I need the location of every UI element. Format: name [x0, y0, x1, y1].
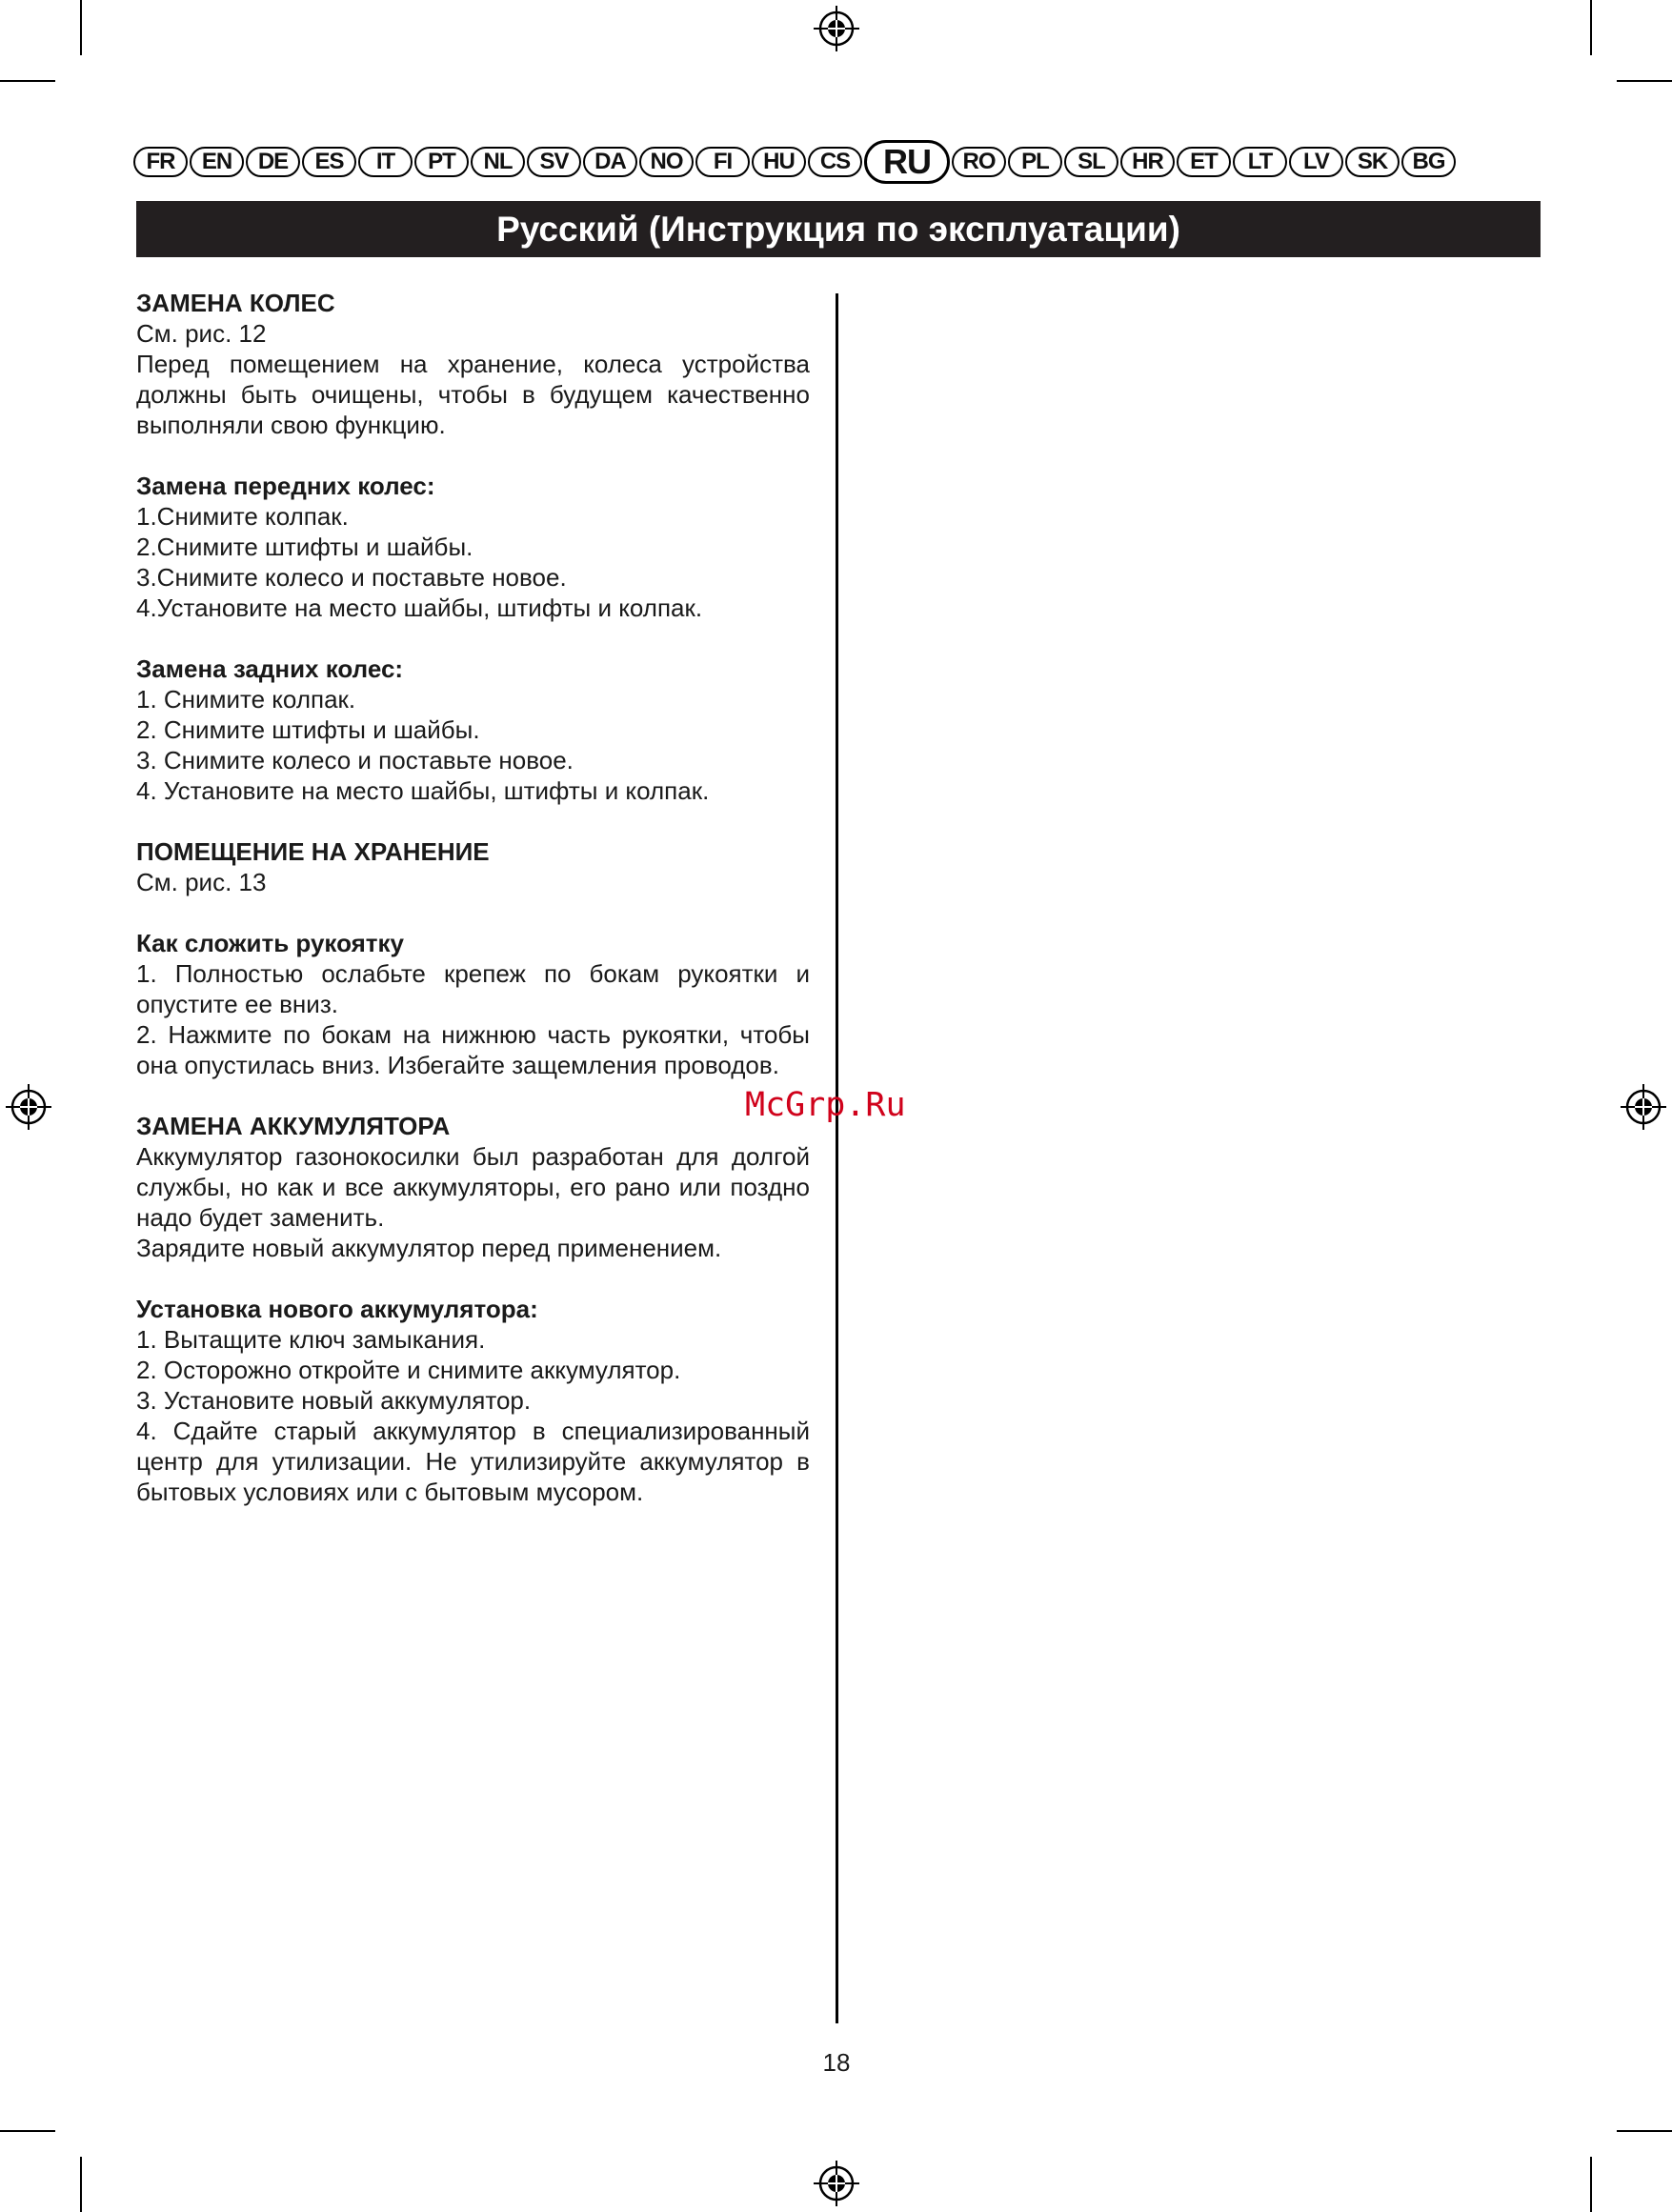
crop-mark	[1590, 2157, 1592, 2212]
lang-tab-sl[interactable]: SL	[1064, 147, 1118, 177]
lang-tab-lt[interactable]: LT	[1233, 147, 1287, 177]
lang-tab-ru-active[interactable]: RU	[864, 140, 950, 184]
registration-mark-icon	[813, 5, 860, 52]
left-column-text	[136, 288, 810, 1507]
heading-battery-replacement: ЗАМЕНА АККУМУЛЯТОРА	[136, 1112, 451, 1140]
language-selector	[133, 140, 1543, 184]
lang-tab-pt[interactable]: PT	[414, 147, 469, 177]
heading-rear-wheels: Замена задних колес:	[136, 654, 404, 683]
figure-reference: См. рис. 12	[136, 319, 267, 348]
lang-tab-it[interactable]: IT	[358, 147, 413, 177]
step-item: 4.Установите на место шайбы, штифты и колпак.	[136, 593, 703, 622]
heading-storage: ПОМЕЩЕНИЕ НА ХРАНЕНИЕ	[136, 837, 490, 866]
crop-mark	[1617, 80, 1672, 82]
lang-tab-es[interactable]: ES	[302, 147, 356, 177]
lang-tab-pl[interactable]: PL	[1008, 147, 1062, 177]
lang-tab-en[interactable]: EN	[190, 147, 244, 177]
step-item: 2. Нажмите по бокам на нижнюю часть рукоятки, чтобы она опустилась вниз. Избегайте защемления проводов.	[136, 1020, 810, 1079]
crop-mark	[1590, 0, 1592, 55]
lang-tab-no[interactable]: NO	[639, 147, 694, 177]
lang-tab-fi[interactable]: FI	[695, 147, 750, 177]
lang-tab-ro[interactable]: RO	[952, 147, 1006, 177]
heading-fold-handle: Как сложить рукоятку	[136, 929, 404, 957]
watermark: McGrp.Ru	[745, 1086, 906, 1124]
step-item: 3. Снимите колесо и поставьте новое.	[136, 746, 574, 774]
lang-tab-nl[interactable]: NL	[471, 147, 525, 177]
lang-tab-hr[interactable]: HR	[1120, 147, 1175, 177]
step-item: 1. Снимите колпак.	[136, 685, 356, 714]
page-number: 18	[822, 2048, 851, 2077]
crop-mark	[80, 0, 82, 55]
step-item: 1.Снимите колпак.	[136, 502, 349, 531]
step-item: 4. Установите на место шайбы, штифты и колпак.	[136, 776, 710, 805]
lang-tab-bg[interactable]: BG	[1401, 147, 1456, 177]
step-item: 3.Снимите колесо и поставьте новое.	[136, 563, 567, 592]
registration-mark-icon	[1620, 1083, 1667, 1131]
crop-mark	[0, 2130, 55, 2132]
step-item: 1. Полностью ослабьте крепеж по бокам рукоятки и опустите ее вниз.	[136, 959, 810, 1018]
column-divider	[836, 293, 838, 2023]
step-item: 3. Установите новый аккумулятор.	[136, 1386, 532, 1415]
crop-mark	[0, 80, 55, 82]
lang-tab-cs[interactable]: CS	[808, 147, 862, 177]
step-item: 2. Осторожно откройте и снимите аккумулятор.	[136, 1356, 681, 1384]
lang-tab-de[interactable]: DE	[246, 147, 300, 177]
paragraph: Аккумулятор газонокосилки был разработан для долгой службы, но как и все аккумуляторы, его рано или поздно надо будет заменить.	[136, 1142, 810, 1232]
lang-tab-da[interactable]: DA	[583, 147, 637, 177]
heading-front-wheels: Замена передних колес:	[136, 472, 435, 500]
paragraph: Перед помещением на хранение, колеса устройства должны быть очищены, чтобы в будущем качественно выполняли свою функцию.	[136, 350, 810, 439]
lang-tab-sv[interactable]: SV	[527, 147, 581, 177]
figure-reference: См. рис. 13	[136, 868, 267, 896]
step-item: 2.Снимите штифты и шайбы.	[136, 533, 473, 561]
step-item: 2. Снимите штифты и шайбы.	[136, 715, 480, 744]
lang-tab-sk[interactable]: SK	[1345, 147, 1400, 177]
lang-tab-hu[interactable]: HU	[752, 147, 806, 177]
lang-tab-fr[interactable]: FR	[133, 147, 188, 177]
section-title-banner: Русский (Инструкция по эксплуатации)	[136, 201, 1541, 257]
heading-wheel-replacement: ЗАМЕНА КОЛЕС	[136, 289, 335, 317]
heading-install-battery: Установка нового аккумулятора:	[136, 1295, 538, 1323]
registration-mark-icon	[5, 1083, 52, 1131]
lang-tab-lv[interactable]: LV	[1289, 147, 1343, 177]
step-item: 4. Сдайте старый аккумулятор в специализированный центр для утилизации. Не утилизируйте аккумулятор в бытовых условиях или с бытовым мусором.	[136, 1417, 810, 1506]
step-item: 1. Вытащите ключ замыкания.	[136, 1325, 486, 1354]
lang-tab-et[interactable]: ET	[1177, 147, 1231, 177]
crop-mark	[1617, 2130, 1672, 2132]
paragraph: Зарядите новый аккумулятор перед применением.	[136, 1234, 722, 1262]
crop-mark	[80, 2157, 82, 2212]
registration-mark-icon	[813, 2160, 860, 2207]
